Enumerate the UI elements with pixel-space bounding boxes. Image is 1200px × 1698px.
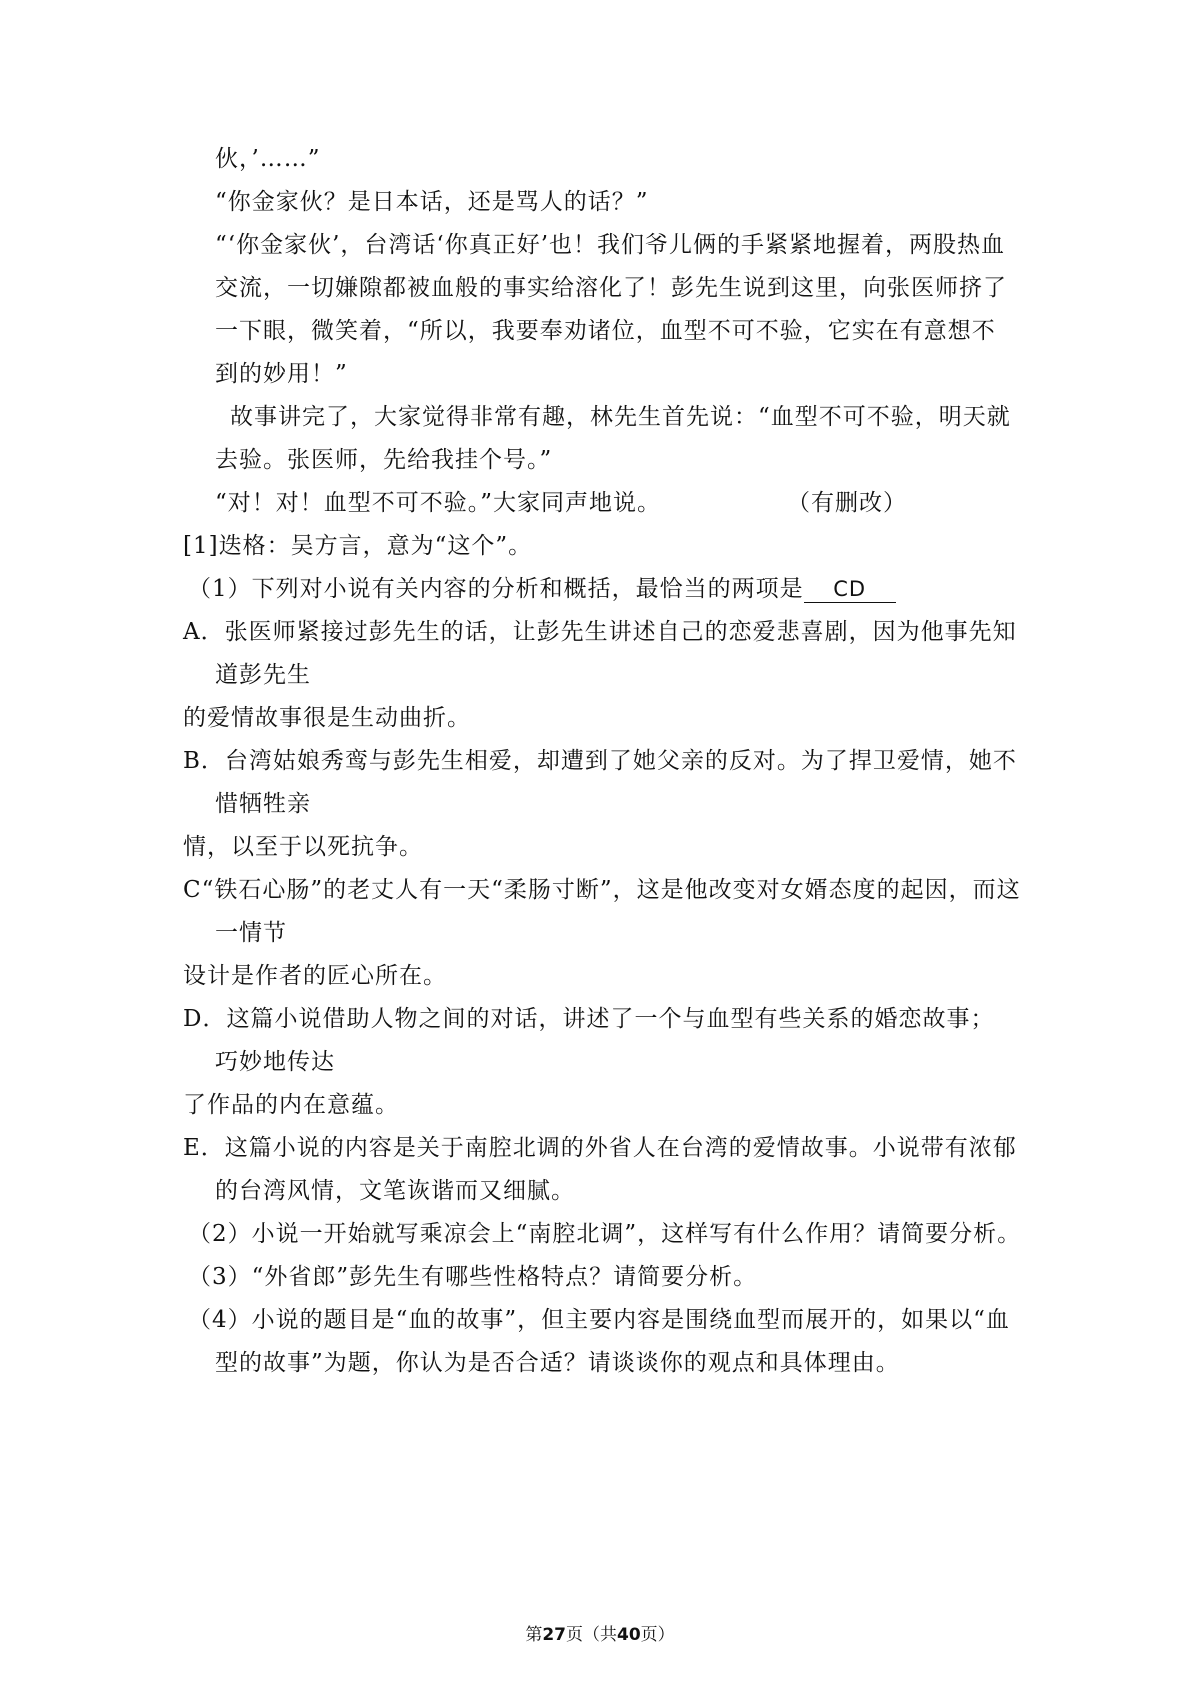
option-a-line: 的爱情故事很是生动曲折。 [183,705,471,731]
revision-note: （有删改） [787,490,907,516]
option-a-line: 道彭先生 [215,662,311,688]
option-e-line: 的台湾风情，文笔诙谐而又细腻。 [215,1178,575,1204]
option-d-line: 了作品的内在意蕴。 [183,1092,399,1118]
question-2: （2）小说一开始就写乘凉会上“南腔北调”，这样写有什么作用？请简要分析。 [188,1221,1022,1247]
passage-line: 到的妙用！” [215,361,348,387]
page-footer [0,1624,1200,1646]
footnote: [1]迭格：吴方言，意为“这个”。 [183,533,533,559]
passage-line: 去验。张医师，先给我挂个号。” [215,447,553,473]
option-b-line: B．台湾姑娘秀鸾与彭先生相爱，却遭到了她父亲的反对。为了捍卫爱情，她不 [183,748,1017,774]
option-c-line: 一情节 [215,920,287,946]
option-c-line: 设计是作者的匠心所在。 [183,963,447,989]
passage-line: 伙，’……” [215,146,321,172]
footer-suffix: 页） [640,1625,675,1645]
footer-middle: 页（共 [566,1625,617,1645]
footer-prefix: 第 [525,1625,543,1645]
option-d-line: D．这篇小说借助人物之间的对话，讲述了一个与血型有些关系的婚恋故事； [183,1006,995,1032]
current-page-number: 27 [542,1625,566,1645]
passage-line: “‘你金家伙’，台湾话‘你真正好’也！我们爷儿俩的手紧紧地握着，两股热血 [215,232,1006,258]
option-d-line: 巧妙地传达 [215,1049,335,1075]
answer-blank: CD [804,576,896,603]
passage-line: 一下眼，微笑着，“所以，我要奉劝诸位，血型不可不验，它实在有意想不 [215,318,996,344]
option-e-line: E．这篇小说的内容是关于南腔北调的外省人在台湾的爱情故事。小说带有浓郁 [183,1135,1017,1161]
option-a-line: A．张医师紧接过彭先生的话，让彭先生讲述自己的恋爱悲喜剧，因为他事先知 [183,619,1017,645]
question-3: （3）“外省郎”彭先生有哪些性格特点？请简要分析。 [188,1264,758,1290]
option-c-line: C“铁石心肠”的老丈人有一天“柔肠寸断”，这是他改变对女婿态度的起因，而这 [183,877,1021,903]
passage-line: “你金家伙？是日本话，还是骂人的话？” [215,189,649,215]
option-b-line: 情，以至于以死抗争。 [183,834,423,860]
question-1-prompt: （1）下列对小说有关内容的分析和概括，最恰当的两项是 [188,576,804,602]
question-4: （4）小说的题目是“血的故事”，但主要内容是围绕血型而展开的，如果以“血 [188,1307,1010,1333]
question-1 [188,574,896,604]
passage-line: “对！对！血型不可不验。”大家同声地说。 [215,490,662,516]
passage-line: 故事讲完了，大家觉得非常有趣，林先生首先说：“血型不可不验，明天就 [230,404,1011,430]
total-page-count: 40 [617,1625,641,1645]
option-b-line: 惜牺牲亲 [215,791,311,817]
passage-line: 交流，一切嫌隙都被血般的事实给溶化了！彭先生说到这里，向张医师挤了 [215,275,1007,301]
question-4: 型的故事”为题，你认为是否合适？请谈谈你的观点和具体理由。 [215,1350,900,1376]
